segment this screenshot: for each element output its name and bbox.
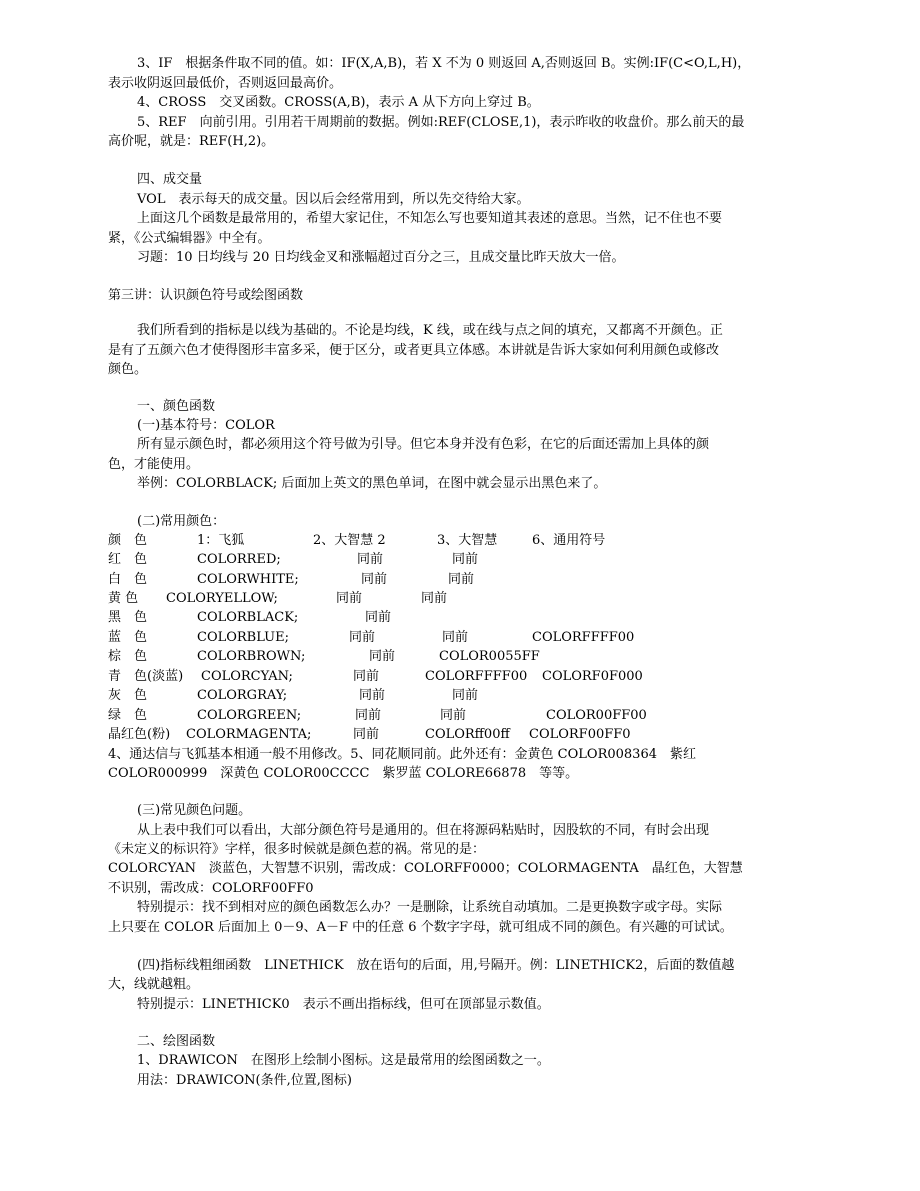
tip-line-2: 上只要在 COLOR 后面加上 0－9、A－F 中的任意 6 个数字字母，就可组成不同的颜色。有兴趣的可试试。 bbox=[108, 920, 733, 935]
row-dazhihui: COLOR0055FF bbox=[439, 649, 540, 664]
basic-symbol-heading: (一)基本符号：COLOR bbox=[137, 418, 275, 433]
header-color: 颜 色 bbox=[108, 533, 148, 548]
row-color-name: 晶红色(粉) bbox=[108, 727, 171, 742]
table-row bbox=[0, 647, 920, 667]
if-line-1: 3、IF 根据条件取不同的值。如：IF(X,A,B)，若 X 不为 0 则返回 A,否则返回 B。实例:IF(C<O,L,H)， bbox=[137, 56, 751, 71]
row-color-name: 白 色 bbox=[108, 572, 148, 587]
problems-line-1: 从上表中我们可以看出，大部分颜色符号是通用的。但在将源码粘贴时，因股软的不同，有时会出现 bbox=[137, 823, 710, 838]
row-color-name: 棕 色 bbox=[108, 649, 148, 664]
color-table-header bbox=[0, 531, 920, 551]
row-feihu: COLORBLUE; bbox=[197, 630, 289, 645]
row-feihu: COLORBROWN; bbox=[197, 649, 306, 664]
row-color-name: 绿 色 bbox=[108, 708, 148, 723]
row-dazhihui2: 同前 bbox=[365, 610, 392, 625]
row-dazhihui: COLORFFFF00 bbox=[425, 669, 528, 684]
row-generic: COLOR00FF00 bbox=[546, 708, 647, 723]
table-row bbox=[0, 608, 920, 628]
row-color-name: 灰 色 bbox=[108, 688, 148, 703]
row-generic: COLORF0F000 bbox=[542, 669, 643, 684]
row-feihu: COLORGREEN; bbox=[197, 708, 302, 723]
row-dazhihui2: 同前 bbox=[361, 572, 388, 587]
row-dazhihui2: 同前 bbox=[369, 649, 396, 664]
summary-line-2: 紧，《公式编辑器》中全有。 bbox=[108, 231, 271, 246]
intro-line-1: 我们所看到的指标是以线为基础的。不论是均线，K 线，或在线与点之间的填充，又都离不开颜色。正 bbox=[137, 323, 723, 338]
row-color-name: 红 色 bbox=[108, 552, 148, 567]
intro-line-2: 是有了五颜六色才使得图形丰富多采，便于区分，或者更具立体感。本讲就是告诉大家如何利用颜色或修改 bbox=[108, 343, 720, 358]
row-dazhihui2: 同前 bbox=[355, 708, 382, 723]
row-generic: COLORF00FF0 bbox=[529, 727, 631, 742]
problems-line-3: COLORCYAN 淡蓝色，大智慧不识别，需改成：COLORFF0000；COLORMAGENTA 晶红色，大智慧 bbox=[108, 861, 743, 876]
table-row bbox=[0, 706, 920, 726]
note-line-1: 4、通达信与飞狐基本相通一般不用修改。5、同花顺同前。此外还有：金黄色 COLOR008364 紫红 bbox=[108, 747, 696, 762]
drawicon-line: 1、DRAWICON 在图形上绘制小图标。这是最常用的绘图函数之一。 bbox=[137, 1053, 550, 1068]
table-row bbox=[0, 589, 920, 609]
row-feihu: COLORCYAN; bbox=[201, 669, 293, 684]
usage-line: 用法：DRAWICON(条件,位置,图标) bbox=[137, 1073, 352, 1088]
row-dazhihui2: 同前 bbox=[359, 688, 386, 703]
summary-line-1: 上面这几个函数是最常用的，希望大家记住，不知怎么写也要知道其表述的意思。当然，记不住也不要 bbox=[137, 211, 723, 226]
exercise-line: 习题：10 日均线与 20 日均线金叉和涨幅超过百分之三，且成交量比昨天放大一倍。 bbox=[137, 250, 625, 265]
basic-line-2: 色，才能使用。 bbox=[108, 457, 200, 472]
volume-heading: 四、成交量 bbox=[137, 172, 203, 187]
row-dazhihui2: 同前 bbox=[353, 669, 380, 684]
tip-line-1: 特别提示：找不到相对应的颜色函数怎么办？一是删除，让系统自动填加。二是更换数字或字母。实际 bbox=[137, 900, 723, 915]
row-dazhihui: 同前 bbox=[421, 591, 448, 606]
table-row bbox=[0, 570, 920, 590]
cross-line: 4、CROSS 交叉函数。CROSS(A,B)，表示 A 从下方向上穿过 B。 bbox=[137, 95, 540, 110]
row-dazhihui: 同前 bbox=[452, 688, 479, 703]
problems-line-4: 不识别，需改成：COLORF00FF0 bbox=[108, 881, 314, 896]
note-line-2: COLOR000999 深黄色 COLOR00CCCC 紫罗蓝 COLORE66878 等等。 bbox=[108, 766, 579, 781]
row-dazhihui: COLORff00ff bbox=[425, 727, 510, 742]
ref-line-1: 5、REF 向前引用。引用若干周期前的数据。例如:REF(CLOSE,1)，表示昨收的收盘价。那么前天的最 bbox=[137, 115, 745, 130]
problems-heading: (三)常见颜色问题。 bbox=[137, 803, 252, 818]
example-line: 举例：COLORBLACK; 后面加上英文的黑色单词，在图中就会显示出黑色来了。 bbox=[137, 476, 607, 491]
intro-line-3: 颜色。 bbox=[108, 362, 148, 377]
row-feihu: COLORBLACK; bbox=[197, 610, 299, 625]
ref-line-2: 高价呢，就是：REF(H,2)。 bbox=[108, 134, 275, 149]
row-dazhihui2: 同前 bbox=[357, 552, 384, 567]
row-dazhihui: 同前 bbox=[440, 708, 467, 723]
row-color-name: 蓝 色 bbox=[108, 630, 148, 645]
linethick-tip: 特别提示：LINETHICK0 表示不画出指标线，但可在顶部显示数值。 bbox=[137, 997, 550, 1012]
linethick-line-1: (四)指标线粗细函数 LINETHICK 放在语句的后面，用,号隔开。例：LINETHICK2，后面的数值越 bbox=[137, 958, 735, 973]
header-dazhihui: 3、大智慧 bbox=[437, 533, 498, 548]
table-row bbox=[0, 550, 920, 570]
linethick-line-2: 大，线就越粗。 bbox=[108, 977, 200, 992]
if-line-2: 表示收阴返回最低价，否则返回最高价。 bbox=[108, 76, 343, 91]
header-dazhihui2: 2、大智慧 2 bbox=[313, 533, 386, 548]
table-row bbox=[0, 725, 920, 745]
table-row bbox=[0, 686, 920, 706]
row-color-name: 黄 色 bbox=[108, 591, 139, 606]
row-feihu: COLORMAGENTA; bbox=[186, 727, 312, 742]
row-dazhihui2: 同前 bbox=[353, 727, 380, 742]
row-dazhihui: 同前 bbox=[442, 630, 469, 645]
row-color-name: 青 色(淡蓝) bbox=[108, 669, 184, 684]
row-generic: COLORFFFF00 bbox=[532, 630, 635, 645]
header-feihu: 1：飞狐 bbox=[197, 533, 245, 548]
basic-line-1: 所有显示颜色时，都必须用这个符号做为引导。但它本身并没有色彩，在它的后面还需加上具体的颜 bbox=[137, 437, 710, 452]
row-dazhihui: 同前 bbox=[452, 552, 479, 567]
table-row bbox=[0, 628, 920, 648]
lecture-title: 第三讲：认识颜色符号或绘图函数 bbox=[108, 288, 304, 303]
color-functions-heading: 一、颜色函数 bbox=[137, 399, 216, 414]
drawing-functions-heading: 二、绘图函数 bbox=[137, 1034, 216, 1049]
row-feihu: COLORRED; bbox=[197, 552, 281, 567]
row-feihu: COLORGRAY; bbox=[197, 688, 288, 703]
row-dazhihui: 同前 bbox=[448, 572, 475, 587]
row-dazhihui2: 同前 bbox=[336, 591, 363, 606]
row-color-name: 黑 色 bbox=[108, 610, 148, 625]
row-feihu: COLORWHITE; bbox=[197, 572, 299, 587]
row-feihu: COLORYELLOW; bbox=[166, 591, 278, 606]
header-generic: 6、通用符号 bbox=[532, 533, 606, 548]
common-colors-heading: (二)常用颜色： bbox=[137, 514, 226, 529]
table-row bbox=[0, 667, 920, 687]
row-dazhihui2: 同前 bbox=[349, 630, 376, 645]
vol-line: VOL 表示每天的成交量。因以后会经常用到，所以先交待给大家。 bbox=[137, 192, 530, 207]
problems-line-2: 《未定义的标识符》字样，很多时候就是颜色惹的祸。常见的是： bbox=[108, 842, 486, 857]
